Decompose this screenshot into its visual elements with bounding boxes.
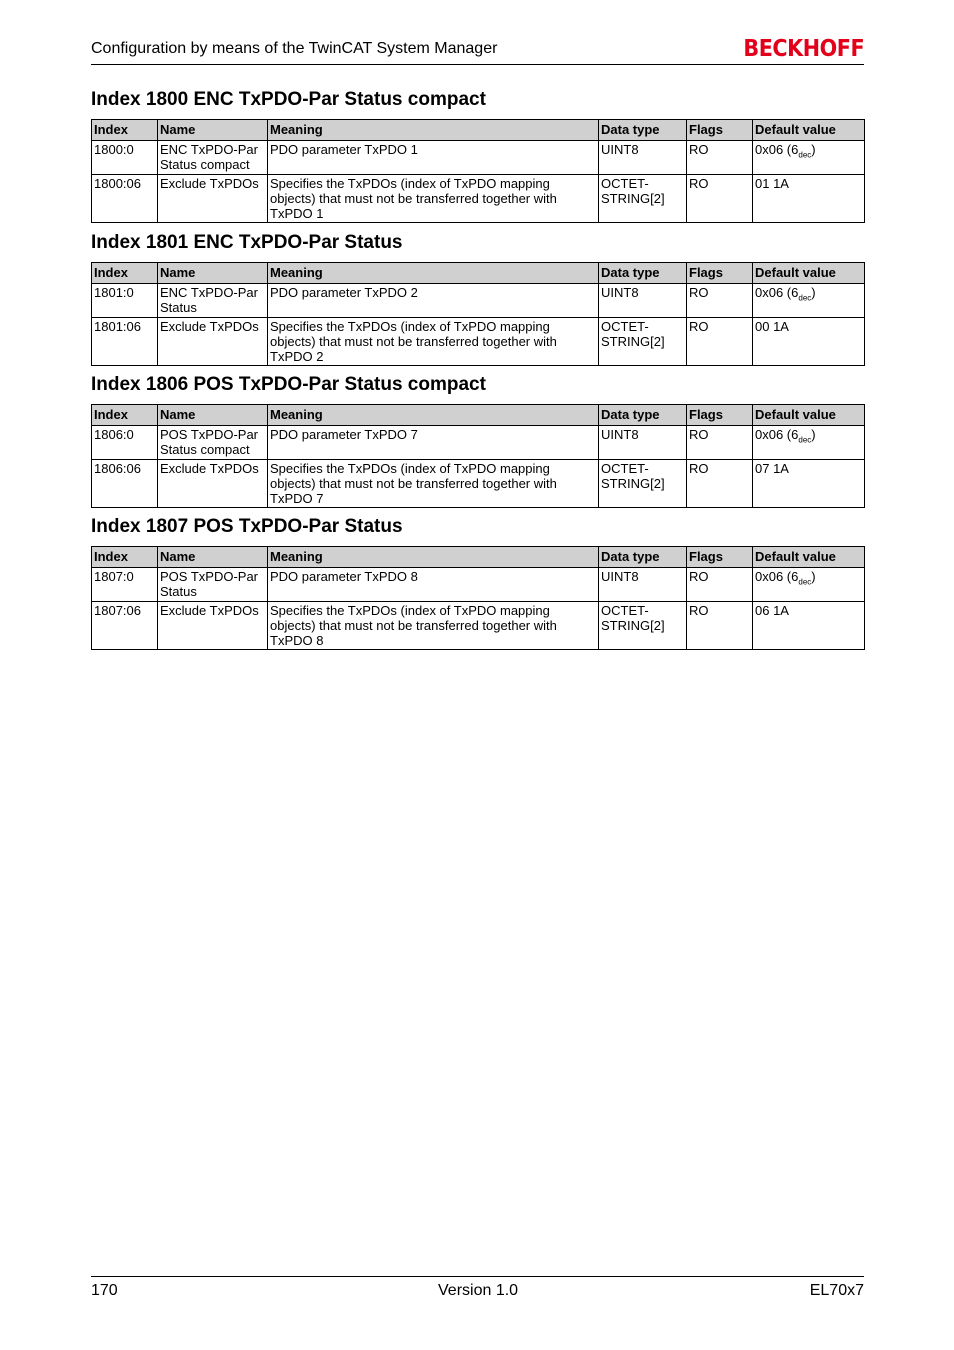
section-title: Index 1801 ENC TxPDO-Par Status (91, 232, 403, 253)
table-header-row (92, 120, 865, 141)
column-header: Name (158, 120, 268, 141)
cell-index: 1801:06 (92, 318, 158, 366)
column-header: Default value (753, 120, 865, 141)
cell-type: UINT8 (599, 141, 687, 175)
section-title: Index 1800 ENC TxPDO-Par Status compact (91, 89, 486, 110)
column-header: Index (92, 547, 158, 568)
section (91, 232, 864, 366)
cell-name: Exclude TxPDOs (158, 602, 268, 650)
section (91, 516, 864, 650)
cell-meaning: PDO parameter TxPDO 1 (268, 141, 599, 175)
cell-meaning: PDO parameter TxPDO 8 (268, 568, 599, 602)
default-tail: ) (811, 427, 816, 442)
version-label: Version 1.0 (438, 1282, 519, 1299)
column-header: Index (92, 405, 158, 426)
table-row (92, 426, 865, 460)
cell-index: 1806:0 (92, 426, 158, 460)
page-number: 170 (91, 1282, 118, 1299)
default-tail: ) (811, 569, 816, 584)
column-header: Default value (753, 263, 865, 284)
table-row (92, 284, 865, 318)
table-header-row (92, 547, 865, 568)
table-header-row (92, 405, 865, 426)
default-tail: ) (811, 285, 816, 300)
column-header: Name (158, 547, 268, 568)
cell-meaning: Specifies the TxPDOs (index of TxPDO mapping objects) that must not be transferred together with TxPDO 7 (268, 460, 599, 508)
cell-name: Exclude TxPDOs (158, 318, 268, 366)
column-header: Flags (687, 120, 753, 141)
cell-type: OCTET-STRING[2] (599, 175, 687, 223)
column-header: Name (158, 263, 268, 284)
column-header: Default value (753, 405, 865, 426)
page-header (91, 36, 864, 65)
beckhoff-logo: BECKHOFF (743, 36, 864, 62)
cell-index: 1807:0 (92, 568, 158, 602)
table-row (92, 602, 865, 650)
cell-flags: RO (687, 318, 753, 366)
cell-type: OCTET-STRING[2] (599, 318, 687, 366)
table-row (92, 318, 865, 366)
cell-name: Exclude TxPDOs (158, 175, 268, 223)
cell-type: OCTET-STRING[2] (599, 602, 687, 650)
column-header: Data type (599, 405, 687, 426)
cell-meaning: PDO parameter TxPDO 7 (268, 426, 599, 460)
cell-meaning: Specifies the TxPDOs (index of TxPDO mapping objects) that must not be transferred together with TxPDO 8 (268, 602, 599, 650)
column-header: Flags (687, 547, 753, 568)
default-value: 0x06 (6 (755, 569, 799, 584)
object-table (91, 262, 865, 366)
cell-default (753, 426, 865, 460)
cell-meaning: PDO parameter TxPDO 2 (268, 284, 599, 318)
default-tail: ) (811, 142, 816, 157)
cell-index: 1801:0 (92, 284, 158, 318)
column-header: Data type (599, 263, 687, 284)
default-value: 0x06 (6 (755, 142, 799, 157)
cell-flags: RO (687, 602, 753, 650)
column-header: Name (158, 405, 268, 426)
default-subscript: dec (798, 435, 812, 445)
cell-default: 01 1A (753, 175, 865, 223)
cell-name: Exclude TxPDOs (158, 460, 268, 508)
default-subscript: dec (798, 577, 812, 587)
cell-flags: RO (687, 284, 753, 318)
column-header: Meaning (268, 263, 599, 284)
object-table (91, 404, 865, 508)
cell-name: POS TxPDO-Par Status (158, 568, 268, 602)
cell-default: 06 1A (753, 602, 865, 650)
default-subscript: dec (798, 293, 812, 303)
cell-default (753, 284, 865, 318)
table-row (92, 175, 865, 223)
cell-default (753, 141, 865, 175)
cell-name: ENC TxPDO-Par Status compact (158, 141, 268, 175)
cell-type: UINT8 (599, 284, 687, 318)
column-header: Index (92, 120, 158, 141)
section-title: Index 1807 POS TxPDO-Par Status (91, 516, 403, 537)
column-header: Meaning (268, 405, 599, 426)
cell-flags: RO (687, 141, 753, 175)
cell-default: 00 1A (753, 318, 865, 366)
default-value: 0x06 (6 (755, 285, 799, 300)
object-table (91, 546, 865, 650)
column-header: Meaning (268, 120, 599, 141)
column-header: Flags (687, 405, 753, 426)
cell-type: OCTET-STRING[2] (599, 460, 687, 508)
cell-name: ENC TxPDO-Par Status (158, 284, 268, 318)
section (91, 374, 864, 508)
header-title: Configuration by means of the TwinCAT System Manager (91, 40, 498, 57)
cell-type: UINT8 (599, 426, 687, 460)
page-footer (91, 1276, 864, 1299)
column-header: Data type (599, 120, 687, 141)
product-name: EL70x7 (809, 1282, 864, 1299)
cell-index: 1800:0 (92, 141, 158, 175)
cell-index: 1807:06 (92, 602, 158, 650)
table-row (92, 460, 865, 508)
cell-meaning: Specifies the TxPDOs (index of TxPDO mapping objects) that must not be transferred together with TxPDO 2 (268, 318, 599, 366)
default-subscript: dec (798, 150, 812, 160)
cell-flags: RO (687, 460, 753, 508)
cell-flags: RO (687, 568, 753, 602)
table-header-row (92, 263, 865, 284)
cell-index: 1806:06 (92, 460, 158, 508)
column-header: Default value (753, 547, 865, 568)
cell-type: UINT8 (599, 568, 687, 602)
default-value: 0x06 (6 (755, 427, 799, 442)
section (91, 89, 864, 223)
section-title: Index 1806 POS TxPDO-Par Status compact (91, 374, 486, 395)
column-header: Flags (687, 263, 753, 284)
column-header: Data type (599, 547, 687, 568)
cell-default: 07 1A (753, 460, 865, 508)
column-header: Index (92, 263, 158, 284)
cell-meaning: Specifies the TxPDOs (index of TxPDO mapping objects) that must not be transferred together with TxPDO 1 (268, 175, 599, 223)
table-row (92, 141, 865, 175)
cell-index: 1800:06 (92, 175, 158, 223)
column-header: Meaning (268, 547, 599, 568)
cell-flags: RO (687, 426, 753, 460)
cell-name: POS TxPDO-Par Status compact (158, 426, 268, 460)
table-row (92, 568, 865, 602)
cell-flags: RO (687, 175, 753, 223)
object-table (91, 119, 865, 223)
cell-default (753, 568, 865, 602)
